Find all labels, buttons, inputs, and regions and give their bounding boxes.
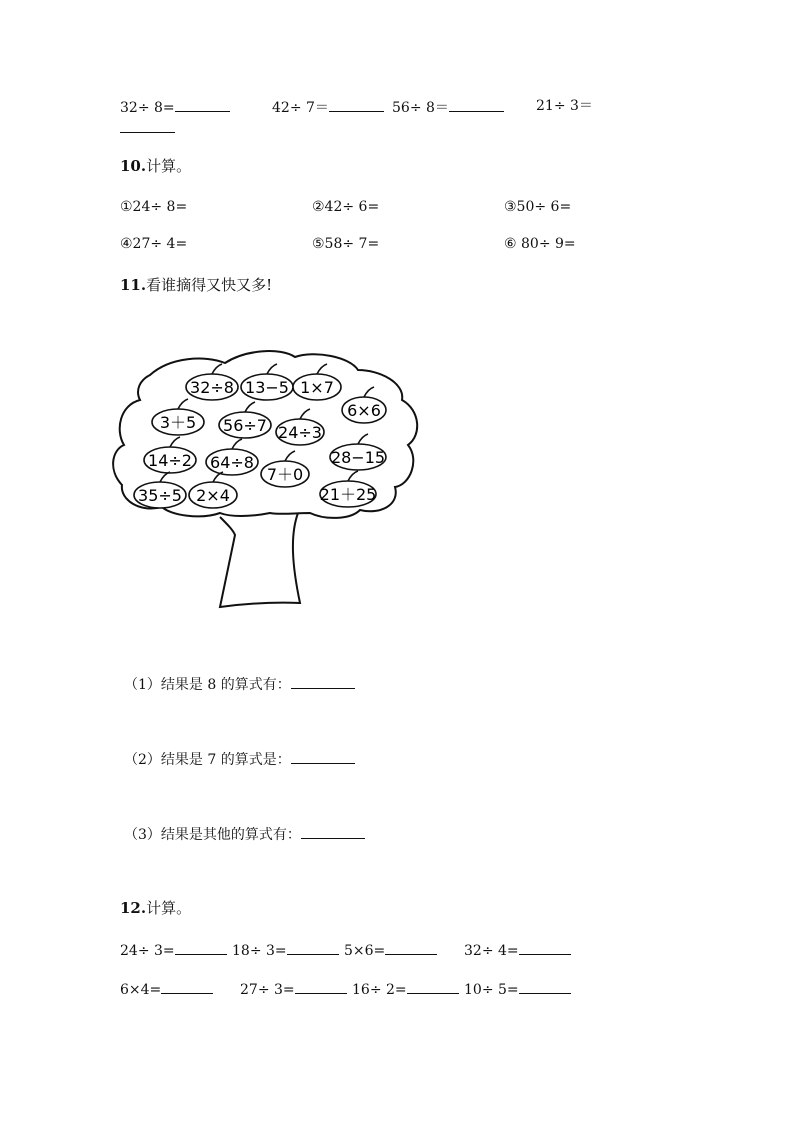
q12-row1-item: 32÷ 4=	[464, 940, 571, 960]
q12-row2-item: 10÷ 5=	[464, 979, 571, 999]
apple[interactable]	[342, 387, 386, 423]
apple-label: 64÷8	[210, 453, 254, 472]
apple[interactable]	[330, 434, 386, 470]
apple[interactable]	[276, 409, 324, 445]
q12-row2-item: 27÷ 3=	[240, 979, 347, 999]
answer-blank[interactable]	[120, 118, 175, 133]
q10-title: 10.计算。	[120, 157, 192, 175]
apple[interactable]	[152, 399, 204, 435]
apple-label: 1×7	[300, 378, 334, 397]
apple[interactable]	[206, 439, 258, 475]
q11-title: 11.看谁摘得又快又多!	[120, 276, 273, 294]
answer-blank[interactable]	[287, 940, 339, 955]
q11-subquestion-2: （2）结果是 7 的算式是：	[124, 749, 355, 769]
apple-label: 13−5	[245, 378, 289, 397]
problem-56-div-8: 56÷ 8＝	[392, 97, 504, 117]
apple[interactable]	[261, 451, 309, 487]
problem-21-div-3: 21÷ 3＝	[536, 98, 593, 114]
q12-row1-item: 5×6=	[344, 940, 437, 960]
apple-label: 2×4	[196, 486, 230, 505]
answer-blank[interactable]	[301, 824, 365, 839]
apple-label: 3＋5	[159, 413, 197, 432]
q10-item-4: ④27÷ 4=	[120, 236, 188, 252]
apple-tree-illustration	[110, 345, 430, 615]
problem-32-div-8: 32÷ 8=	[120, 97, 230, 117]
apple[interactable]	[144, 437, 196, 473]
apple-label: 56÷7	[223, 416, 267, 435]
apple[interactable]	[186, 364, 238, 400]
apple[interactable]	[241, 364, 293, 400]
answer-blank[interactable]	[295, 979, 347, 994]
q12-row2-item: 16÷ 2=	[352, 979, 459, 999]
apple[interactable]	[293, 364, 341, 400]
q10-item-1: ①24÷ 8=	[120, 199, 188, 215]
answer-blank[interactable]	[519, 940, 571, 955]
answer-blank[interactable]	[291, 674, 355, 689]
q12-row1-item: 24÷ 3=	[120, 940, 227, 960]
apple-label: 7＋0	[266, 465, 304, 484]
q12-row2-item: 6×4=	[120, 979, 213, 999]
apple[interactable]	[320, 471, 377, 507]
apple-label: 14÷2	[148, 451, 192, 470]
apple-label: 28−15	[330, 448, 386, 467]
apple[interactable]	[134, 472, 186, 508]
answer-blank[interactable]	[519, 979, 571, 994]
q12-row1-item: 18÷ 3=	[232, 940, 339, 960]
answer-blank[interactable]	[175, 940, 227, 955]
apple-label: 32÷8	[190, 378, 234, 397]
apple[interactable]	[189, 472, 237, 508]
answer-blank[interactable]	[407, 979, 459, 994]
answer-blank[interactable]	[291, 749, 355, 764]
q10-item-2: ②42÷ 6=	[312, 199, 380, 215]
q10-item-5: ⑤58÷ 7=	[312, 236, 380, 252]
apple[interactable]	[219, 402, 271, 438]
apple-label: 35÷5	[138, 486, 182, 505]
apple-label: 24÷3	[278, 423, 322, 442]
q10-item-3: ③50÷ 6=	[504, 199, 572, 215]
answer-blank[interactable]	[329, 97, 384, 112]
answer-blank[interactable]	[161, 979, 213, 994]
apple-label: 21＋25	[319, 485, 377, 504]
q12-title: 12.计算。	[120, 899, 192, 917]
answer-blank[interactable]	[175, 97, 230, 112]
problem-42-div-7: 42÷ 7＝	[272, 97, 384, 117]
q10-item-6: ⑥ 80÷ 9=	[504, 236, 576, 252]
apple-label: 6×6	[347, 401, 381, 420]
answer-blank[interactable]	[385, 940, 437, 955]
tree-trunk	[220, 513, 300, 607]
q11-subquestion-3: （3）结果是其他的算式有：	[124, 824, 365, 844]
answer-blank[interactable]	[449, 97, 504, 112]
answer-blank-wrapped	[120, 118, 175, 138]
q11-subquestion-1: （1）结果是 8 的算式有：	[124, 674, 355, 694]
